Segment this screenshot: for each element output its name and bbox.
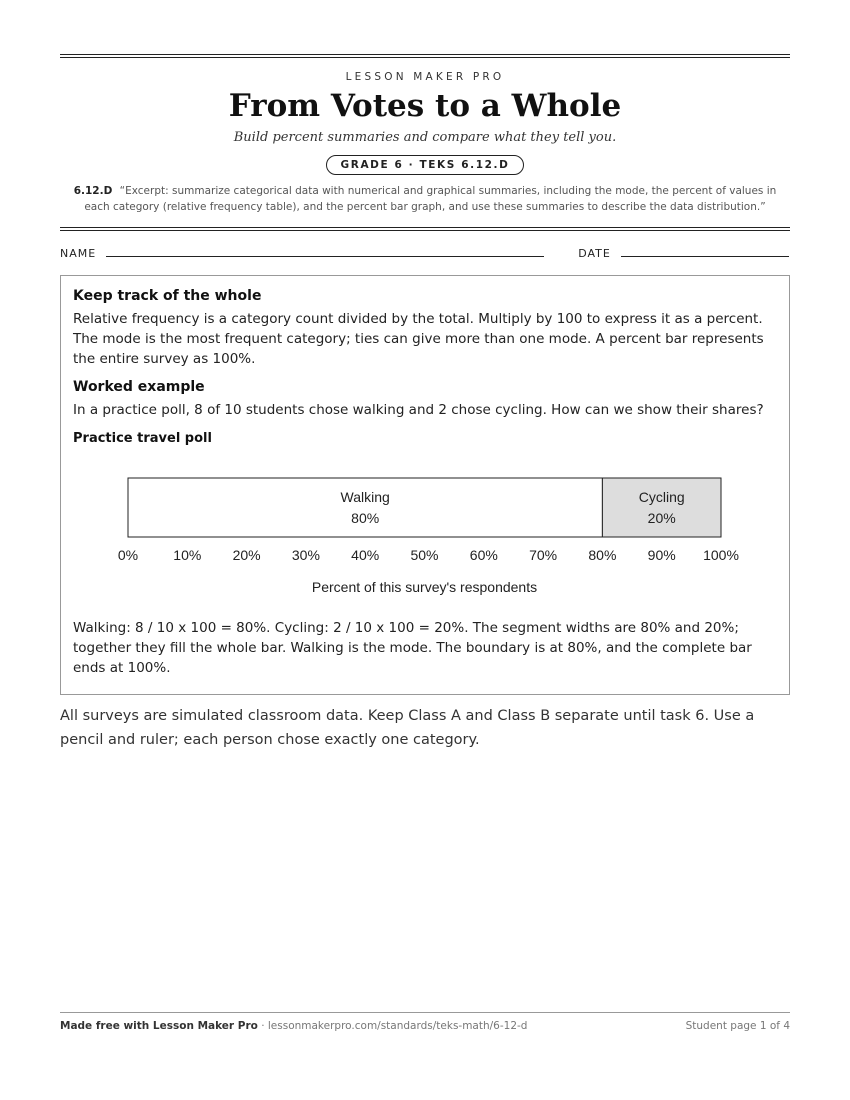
header-bottom-rule [60,227,790,231]
example-text: In a practice poll, 8 of 10 students chose walking and 2 chose cycling. How can we show their shares? [73,402,764,419]
segment-value-walking: 80% [351,509,380,526]
grade-badge: GRADE 6 · TEKS 6.12.D [326,155,525,175]
standard-code: 6.12.D [73,185,113,198]
name-date-row [60,247,790,260]
x-axis-label: Percent of this survey's respondents [311,578,538,595]
segment-value-cycling: 20% [647,509,676,526]
name-label: NAME [60,246,97,260]
example-heading: Worked example [73,379,205,396]
chart-svg [73,460,777,610]
percent-bar-chart [73,460,777,614]
page-subtitle: Build percent summaries and compare what they tell you. [233,130,617,146]
x-tick-label: 50% [410,546,439,563]
brand-name: LESSON MAKER PRO [345,71,505,83]
footer-link[interactable]: · lessonmakerpro.com/standards/teks-math/6-12-d [257,1020,528,1032]
x-tick-label: 40% [351,546,380,563]
x-tick-label: 90% [647,546,676,563]
top-rule [60,54,790,58]
badge-wrap [60,153,790,175]
x-tick-label: 0% [117,546,139,563]
x-tick-label: 100% [703,546,739,563]
chart-label: Practice travel poll [73,430,212,446]
bar-segment-cycling [602,478,721,537]
box-heading: Keep track of the whole [73,287,262,304]
x-tick-label: 20% [232,546,261,563]
footer-page-number: Student page 1 of 4 [685,1020,790,1032]
x-tick-label: 10% [173,546,202,563]
x-tick-label: 70% [529,546,558,563]
standard-excerpt [68,184,782,216]
box-intro: Relative frequency is a category count divided by the total. Multiply by 100 to express it as a percent. The mode is the most frequent category; ties can give more than one mode. A percent bar represents the entire survey as 100%. [73,310,764,368]
page-footer [60,1012,790,1032]
date-field-line[interactable] [621,255,789,257]
example-note: Walking: 8 / 10 x 100 = 80%. Cycling: 2 / 10 x 100 = 20%. The segment widths are 80% and 20%; together they fill the whole bar. Walking is the mode. The boundary is at 80%, and the complete bar ends at 100%. [73,619,752,677]
footer-made: Made free with Lesson Maker Pro [60,1020,258,1032]
name-field-line[interactable] [106,255,544,257]
info-box [60,275,790,696]
footer-credit [60,1020,527,1032]
standard-text: “Excerpt: summarize categorical data with numerical and graphical summaries, including the mode, the percent of values in each category (relative frequency table), and the percent bar graph, and use these summaries to describe the data distribution.” [84,185,777,213]
x-tick-label: 60% [469,546,498,563]
worksheet-page [60,54,790,752]
bar-segment-walking [128,478,602,537]
segment-label-cycling: Cycling [638,488,685,505]
x-tick-label: 30% [291,546,320,563]
x-tick-label: 80% [588,546,617,563]
date-label: DATE [578,246,611,260]
segment-label-walking: Walking [340,488,390,505]
page-title: From Votes to a Whole [228,88,622,124]
closing-note: All surveys are simulated classroom data. Keep Class A and Class B separate until task 6. Use a pencil and ruler; each person chose exactly one category. [60,708,755,748]
